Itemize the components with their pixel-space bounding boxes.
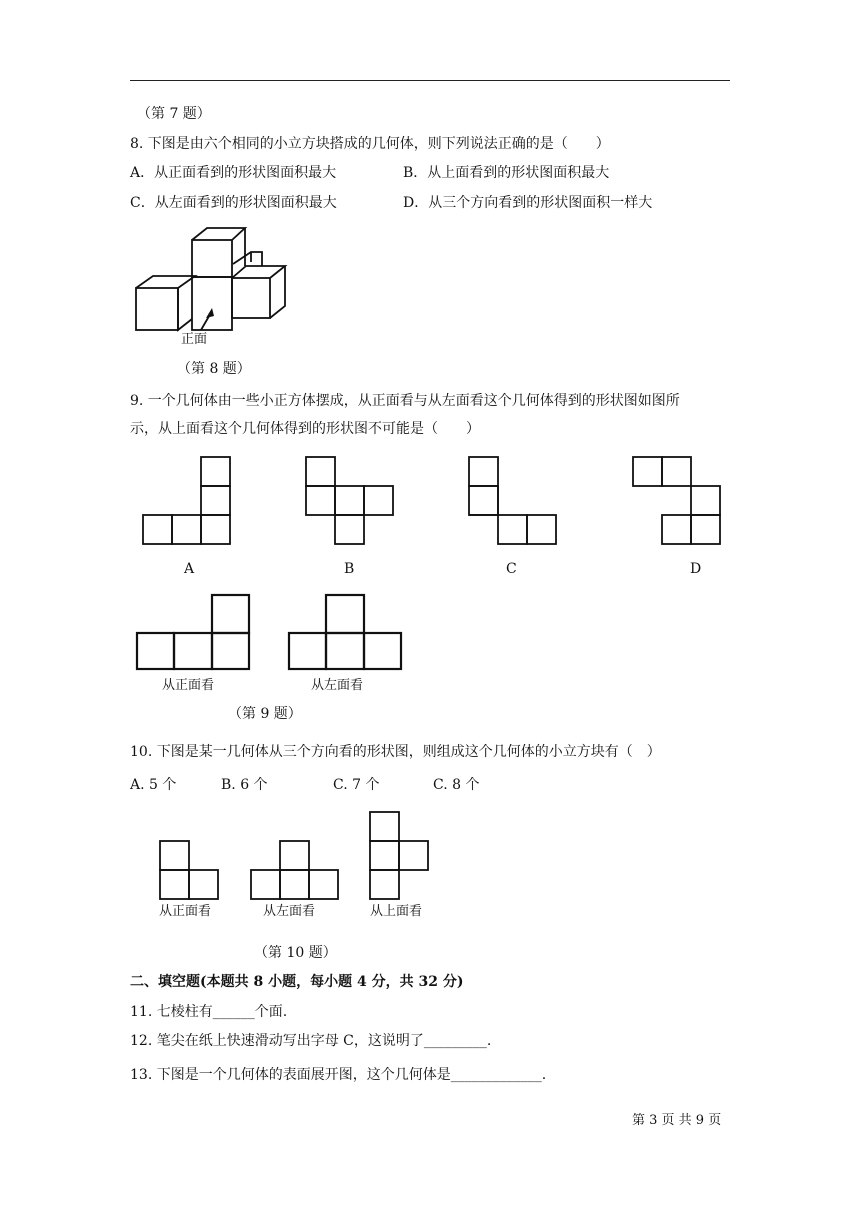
q10-option-d: C. 8 个 [433,777,480,793]
q12-text: 12. 笔尖在纸上快速滑动写出字母 C，这说明了_________. [130,1033,492,1049]
q9-label-d: D [690,561,702,577]
q9-stem-line2: 示，从上面看这个几何体得到的形状图不可能是（ ） [130,421,480,437]
q8-stem: 8. 下图是由六个相同的小立方块搭成的几何体，则下列说法正确的是（ ） [130,136,610,152]
q10-top-view-label: 从上面看 [370,904,423,919]
q9-label-a: A [184,561,195,577]
q8-option-a: A．从正面看到的形状图面积最大 [130,165,337,181]
q8-option-c: C．从左面看到的形状图面积最大 [130,195,337,211]
q9-caption: （第 9 题） [228,706,302,722]
q9-front-view-label: 从正面看 [162,678,215,693]
q8-caption: （第 8 题） [177,361,251,377]
q10-option-c: C. 7 个 [333,777,380,793]
q9-left-view-label: 从左面看 [311,678,364,693]
q10-stem: 10. 下图是某一几何体从三个方向看的形状图，则组成这个几何体的小立方块有（ ） [130,744,661,760]
q9-stem-line1: 9. 一个几何体由一些小正方体摆成，从正面看与从左面看这个几何体得到的形状图如图所 [130,393,680,409]
q9-label-b: B [344,561,355,577]
q13-text: 13. 下图是一个几何体的表面展开图，这个几何体是_____________. [130,1067,547,1083]
q10-left-view-label: 从左面看 [263,904,316,919]
q10-option-a: A. 5 个 [130,777,177,793]
q10-option-b: B. 6 个 [221,777,268,793]
q7-caption: （第 7 题） [137,106,211,122]
q9-label-c: C [506,561,517,577]
q8-option-d: D．从三个方向看到的形状图面积一样大 [403,195,653,211]
section2-heading: 二、填空题(本题共 8 小题，每小题 4 分，共 32 分) [130,974,464,990]
q8-front-label: 正面 [181,332,208,347]
q11-text: 11. 七棱柱有______个面. [130,1004,288,1020]
q10-caption: （第 10 题） [254,945,337,961]
q8-option-b: B．从上面看到的形状图面积最大 [403,165,610,181]
q10-front-view-label: 从正面看 [159,904,212,919]
page-footer: 第 3 页 共 9 页 [632,1113,722,1128]
